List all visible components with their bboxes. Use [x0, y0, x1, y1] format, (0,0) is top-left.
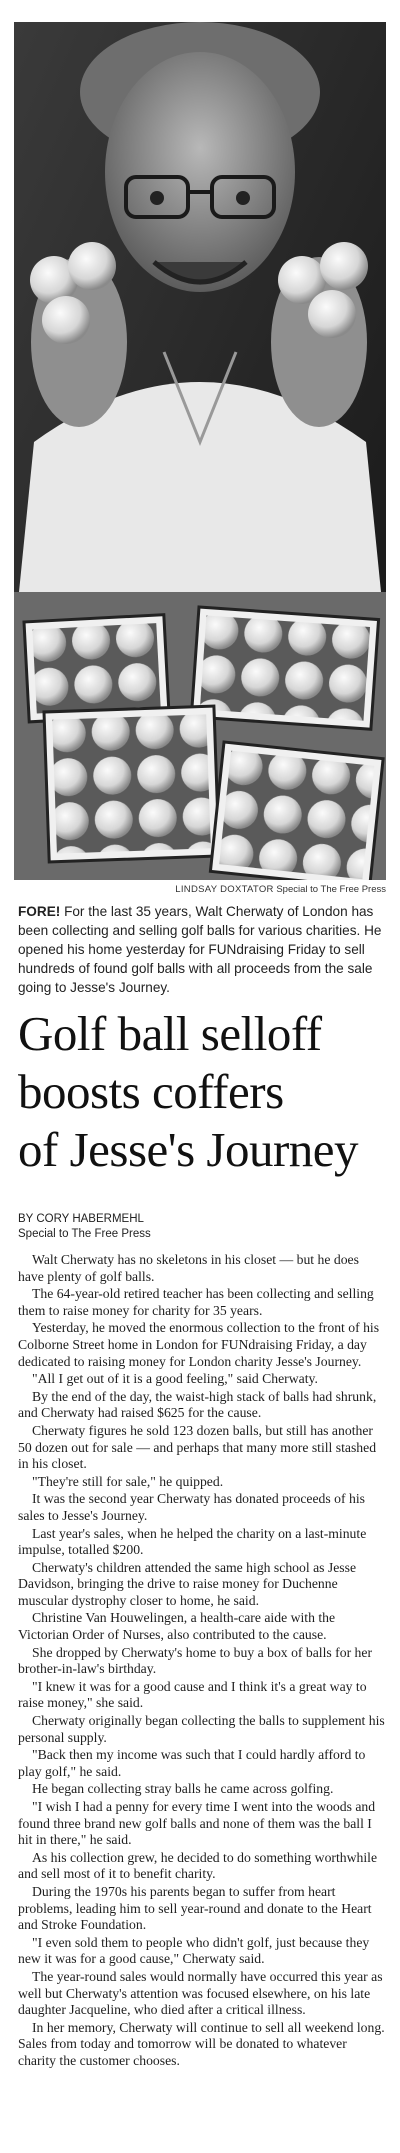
headline	[18, 1005, 390, 1179]
article-paragraph: Cherwaty originally began collecting the balls to supplement his personal supply.	[18, 1713, 385, 1745]
article-paragraph: Christine Van Houwelingen, a health-care aide with the Victorian Order of Nurses, also contributed to the cause.	[18, 1610, 336, 1643]
article-paragraph: Cherwaty's children attended the same high school as Jesse Davidson, bringing the drive to raise money for Duchenne muscular dystrophy closer to home, he said.	[18, 1559, 357, 1608]
article-paragraph: "I wish I had a penny for every time I went into the woods and found three brand new golf balls and none of them was the ball I hit in there," he said.	[18, 1799, 376, 1848]
article-paragraph: "I even sold them to people who didn't golf, just because they new it was for a good cause," Cherwaty said.	[18, 1934, 370, 1967]
article-paragraph: It was the second year Cherwaty has donated proceeds of his sales to Jesse's Journey.	[18, 1491, 365, 1523]
photo-credit	[14, 884, 386, 895]
article-paragraph: She dropped by Cherwaty's home to buy a box of balls for her brother-in-law's birthday.	[18, 1644, 373, 1677]
article-body	[18, 1252, 386, 2071]
article-paragraph: By the end of the day, the waist-high stack of balls had shrunk, and Cherwaty had raised $625 for the cause.	[18, 1388, 377, 1421]
article-paragraph: Walt Cherwaty has no skeletons in his closet — but he does have plenty of golf balls.	[18, 1252, 359, 1284]
photo-illustration	[14, 22, 386, 880]
photo-credit-name: LINDSAY DOXTATOR	[175, 884, 274, 895]
headline-line: of Jesse's Journey	[18, 1122, 359, 1177]
article-paragraph: Yesterday, he moved the enormous collection to the front of his Colborne Street home in London for FUNdraising Friday, a day dedicated to raising money for London charity Jesse's Journey.	[18, 1320, 380, 1369]
article-paragraph: "They're still for sale," he quipped.	[32, 1473, 224, 1489]
headline-line: Golf ball selloff	[18, 1006, 322, 1061]
photo-caption	[18, 902, 388, 997]
article-paragraph: Last year's sales, when he helped the charity on a last-minute impulse, totalled $200.	[18, 1525, 367, 1558]
caption-text: For the last 35 years, Walt Cherwaty of London has been collecting and selling golf balls for various charities. He opened his home yesterday for FUNdraising Friday to sell hundreds of found golf balls with all proceeds from the sale going to Jesse's Journey.	[18, 904, 382, 995]
article-paragraph: "I knew it was for a good cause and I think it's a great way to raise money," she said.	[18, 1678, 367, 1711]
article-paragraph: The 64-year-old retired teacher has been collecting and selling them to raise money for charity for 35 years.	[18, 1286, 374, 1318]
headline-line: boosts coffers	[18, 1064, 284, 1119]
byline-affiliation: Special to The Free Press	[18, 1228, 151, 1240]
article-paragraph: As his collection grew, he decided to do something worthwhile and sell most of it to benefit charity.	[18, 1849, 378, 1882]
article-paragraph: The year-round sales would normally have occurred this year as well but Cherwaty's attention was focused elsewhere, on his late daughter Jacqueline, who died after a critical illness.	[18, 1968, 383, 2018]
article-paragraph: During the 1970s his parents began to suffer from heart problems, leading him to sell year-round and donate to the Heart and Stroke Foundation.	[18, 1883, 372, 1933]
article-paragraph: "Back then my income was such that I could hardly afford to play golf," he said.	[18, 1747, 366, 1779]
photo-credit-org: Special to The Free Press	[276, 884, 386, 895]
caption-lead: FORE!	[18, 904, 61, 919]
article-paragraph: He began collecting stray balls he came across golfing.	[32, 1781, 334, 1797]
article-paragraph: Cherwaty figures he sold 123 dozen balls, but still has another 50 dozen out for sale — and perhaps that many more still stashed in his closet.	[18, 1422, 377, 1472]
article-paragraph: In her memory, Cherwaty will continue to sell all weekend long. Sales from today and tomorrow will be donated to whatever charity the customer chooses.	[18, 2019, 385, 2068]
news-photo	[14, 22, 386, 880]
article-paragraph: "All I get out of it is a good feeling," said Cherwaty.	[32, 1371, 318, 1387]
byline	[18, 1212, 390, 1242]
byline-author: BY CORY HABERMEHL	[18, 1213, 144, 1225]
